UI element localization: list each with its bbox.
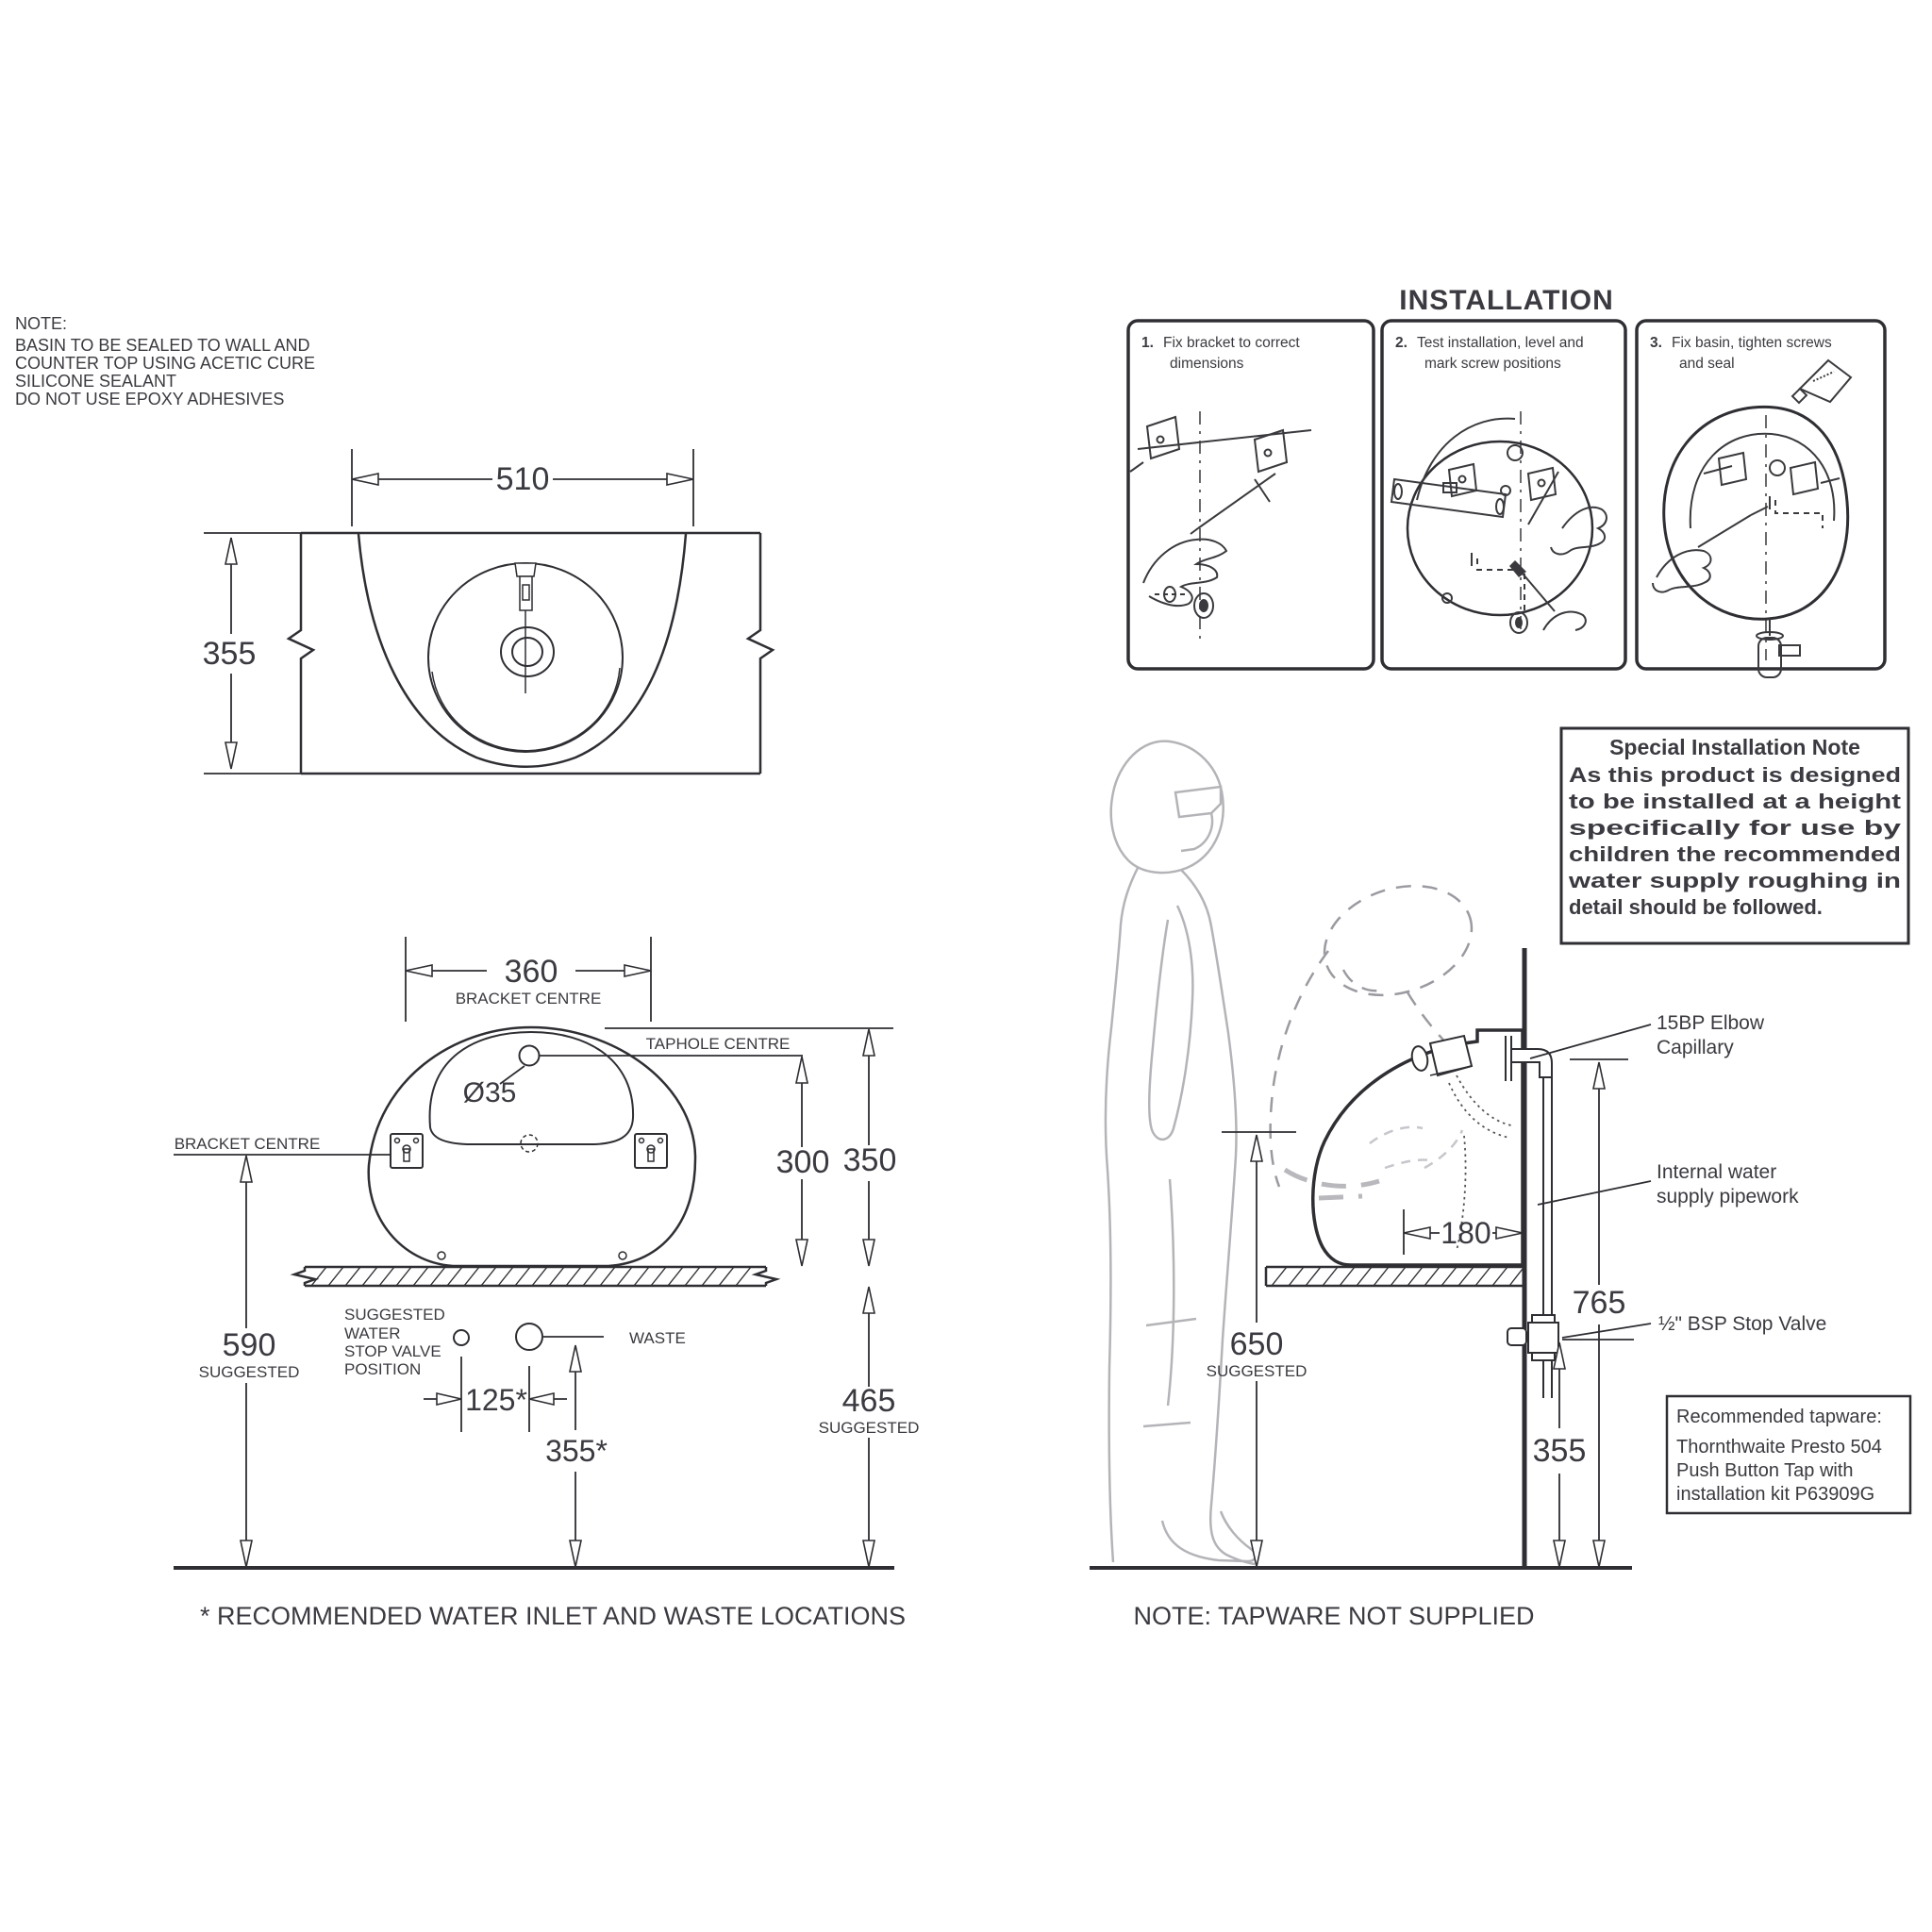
dim-765: [1570, 1059, 1628, 1567]
special-note-line: specifically for use by: [1569, 816, 1903, 840]
bracket-right: [635, 1134, 667, 1168]
water-stop-valve-note: [344, 1306, 445, 1378]
step1-text: Fix bracket to correct: [1163, 335, 1300, 351]
step2-number: 2.: [1395, 335, 1407, 351]
special-note-line: water supply roughing in: [1567, 869, 1901, 892]
dim-180: [1404, 1209, 1523, 1255]
drain-inner: [512, 638, 542, 666]
internal-pipe-dotted: [1457, 1075, 1511, 1125]
waste-label: WASTE: [629, 1329, 686, 1347]
dim-465-sub: SUGGESTED: [818, 1419, 920, 1437]
dim-180-label: 180: [1441, 1216, 1491, 1250]
svg-text:STOP VALVE: STOP VALVE: [344, 1342, 441, 1360]
tapware-title: Recommended tapware:: [1676, 1407, 1882, 1427]
stop-valve-hole: [454, 1330, 469, 1345]
dim-125-label: 125*: [465, 1383, 527, 1417]
dim-350-label: 350: [842, 1142, 897, 1178]
dim-125: [424, 1357, 567, 1432]
installation-title: INSTALLATION: [1399, 285, 1614, 316]
note-line: DO NOT USE EPOXY ADHESIVES: [15, 390, 285, 408]
dim-650-sub: SUGGESTED: [1206, 1362, 1307, 1380]
dim-465-label: 465: [841, 1383, 896, 1419]
top-view: [203, 449, 773, 774]
step2-text: mark screw positions: [1424, 356, 1561, 372]
stop-valve: [1507, 1315, 1558, 1360]
pipework-label: Internal water: [1657, 1161, 1777, 1183]
dim-360: [406, 937, 651, 1022]
caption-right: NOTE: TAPWARE NOT SUPPLIED: [1133, 1602, 1535, 1630]
dim-590-sub: SUGGESTED: [198, 1363, 300, 1381]
dim-590: [199, 1156, 300, 1567]
dim-300-label: 300: [775, 1144, 830, 1180]
tapware-line: Thornthwaite Presto 504: [1676, 1437, 1882, 1457]
stop-valve-label: ½" BSP Stop Valve: [1658, 1313, 1827, 1335]
special-note-title: Special Installation Note: [1609, 735, 1860, 759]
note-line: SILICONE SEALANT: [15, 372, 177, 391]
note-block: [15, 314, 315, 408]
dim-355-label: 355: [202, 636, 257, 672]
note-line: BASIN TO BE SEALED TO WALL AND: [15, 336, 310, 355]
svg-text:POSITION: POSITION: [344, 1360, 422, 1378]
fixing-hole-right: [619, 1252, 626, 1259]
installation-panel-1: [1128, 321, 1374, 669]
pipework-leader: [1538, 1181, 1651, 1205]
step3-text: and seal: [1679, 356, 1735, 372]
pipework-label: supply pipework: [1657, 1186, 1799, 1208]
elbow-leader: [1530, 1024, 1651, 1058]
special-note-line: to be installed at a height: [1569, 790, 1902, 813]
fixing-hole-left: [438, 1252, 445, 1259]
svg-text:WATER: WATER: [344, 1324, 401, 1342]
dim-355-plan: [203, 533, 301, 774]
dim-355-star: [545, 1345, 608, 1567]
dim-590-label: 590: [222, 1327, 276, 1363]
note-line: COUNTER TOP USING ACETIC CURE: [15, 354, 316, 373]
step3-text: Fix basin, tighten screws: [1672, 335, 1832, 351]
elbow-label: Capillary: [1657, 1037, 1734, 1058]
internal-pipe-dotted: [1449, 1083, 1509, 1138]
waste-hole: [516, 1324, 542, 1350]
child-figure: [1271, 868, 1486, 1198]
step2-illustration: [1391, 411, 1607, 634]
installation-section: [1128, 285, 1885, 677]
child-hands: [1370, 1127, 1462, 1168]
elbow-label: 15BP Elbow: [1657, 1012, 1765, 1034]
dim-510-label: 510: [495, 461, 550, 497]
special-note-box: [1561, 728, 1908, 943]
taphole-dia-label: Ø35: [462, 1077, 517, 1108]
bracket-left: [391, 1134, 423, 1168]
step1-text: dimensions: [1170, 356, 1244, 372]
step3-number: 3.: [1650, 335, 1662, 351]
counter-side: [1266, 1267, 1523, 1286]
dim-355-side-label: 355: [1532, 1433, 1587, 1469]
tapware-box: [1667, 1396, 1910, 1513]
push-button-tap: [1409, 1036, 1472, 1075]
dim-355-star-label: 355*: [545, 1434, 608, 1468]
basin-front-inner-bowl: [430, 1032, 634, 1144]
counter-front: [294, 1267, 776, 1286]
caption-left: * RECOMMENDED WATER INLET AND WASTE LOCATIONS: [199, 1602, 907, 1630]
tapware-line: Push Button Tap with: [1676, 1460, 1854, 1481]
dim-765-label: 765: [1572, 1285, 1626, 1321]
special-note-line: children the recommended: [1569, 842, 1901, 866]
stop-valve-leader: [1562, 1324, 1651, 1338]
step2-text: Test installation, level and: [1417, 335, 1584, 351]
special-note-line: detail should be followed.: [1569, 895, 1823, 919]
drain-outer: [501, 627, 554, 676]
dim-510: [352, 449, 693, 526]
dim-300: [776, 1057, 830, 1266]
step1-illustration: [1130, 411, 1311, 640]
front-view: [174, 937, 919, 1630]
basin-front-outline: [369, 1027, 695, 1266]
dim-465: [819, 1287, 920, 1567]
dim-355-side: [1533, 1340, 1634, 1567]
dim-360-label: 360: [504, 954, 558, 990]
note-title: NOTE:: [15, 314, 68, 333]
adult-figure: [1106, 741, 1256, 1564]
bracket-centre-top-label: BRACKET CENTRE: [455, 990, 602, 1008]
special-note-line: As this product is designed: [1569, 763, 1901, 787]
svg-text:SUGGESTED: SUGGESTED: [344, 1306, 445, 1324]
bracket-centre-left-label: BRACKET CENTRE: [174, 1135, 321, 1153]
step3-illustration: [1653, 360, 1851, 677]
step1-number: 1.: [1141, 335, 1154, 351]
tapware-line: installation kit P63909G: [1676, 1484, 1875, 1505]
taphole-centre-label: TAPHOLE CENTRE: [645, 1035, 791, 1053]
taphole: [520, 1046, 540, 1066]
dim-650-label: 650: [1229, 1326, 1284, 1362]
